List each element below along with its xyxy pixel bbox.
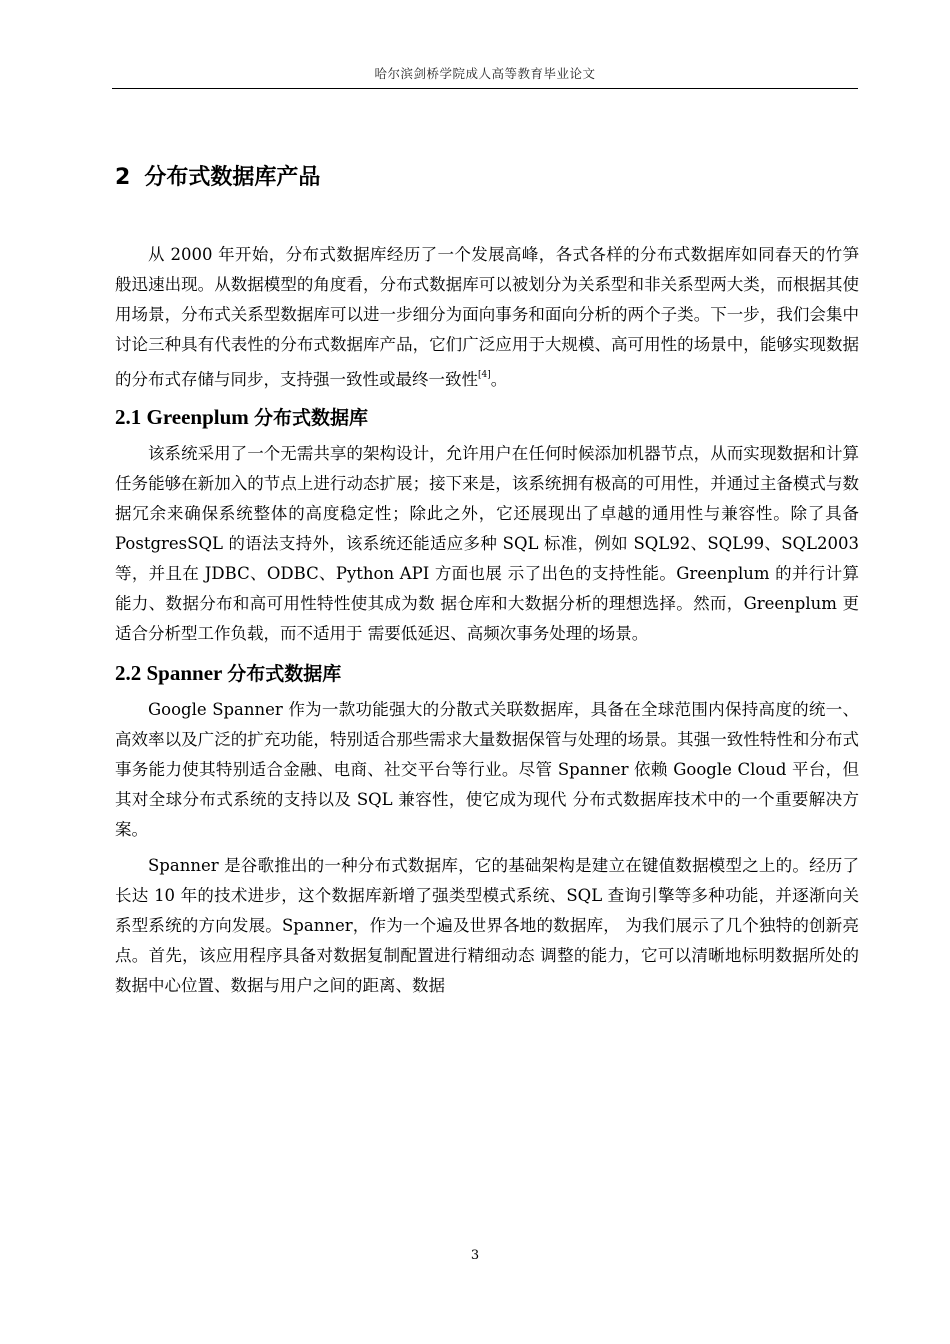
spanner-paragraph-1: Google Spanner 作为一款功能强大的分散式关联数据库，具备在全球范围内保持高度的统一、高效率以及广泛的扩充功能，特别适合那些需求大量数据保管与处理的场景。其强一致性特性和分布式事务能力使其特别适合金融、电商、社交平台等行业。尽管 Spanner 依赖 Google Cloud 平台，但其对全球分布式系统的支持以及 SQL 兼容性，使它成为现代 分布式数据库技术中的一个重要解决方案。 — [115, 700, 859, 839]
greenplum-number: 2.1 Greenplum — [115, 405, 249, 429]
section-heading — [115, 160, 859, 196]
intro-text: 从 2000 年开始，分布式数据库经历了一个发展高峰，各式各样的分布式数据库如同春天的竹笋般迅速出现。从数据模型的角度看，分布式数据库可以被划分为关系型和非关系型两大类，而根据其使用场景，分布式关系型数据库可以进一步细分为面向事务和面向分析的两个子类。下一步，我们会集中讨论三种具有代表性的分布式数据库产品，它们广泛应用于大规模、高可用性的场景中，能够实现数据的分布式存储与同步，支持强一致性或最终一致性 — [115, 245, 859, 389]
subsection-heading-greenplum — [115, 399, 859, 435]
greenplum-paragraph: 该系统采用了一个无需共享的架构设计，允许用户在任何时候添加机器节点，从而实现数据和计算任务能够在新加入的节点上进行动态扩展；接下来是，该系统拥有极高的可用性，并通过主备模式与数据冗余来确保系统整体的高度稳定性；除此之外，它还展现出了卓越的通用性与兼容性。除了具备 PostgresSQL 的语法支持外，该系统还能适应多种 SQL 标准，例如 SQL92、SQL99、SQL2003 等，并且在 JDBC、ODBC、Python API 方面也展 示了出色的支持性能。Greenplum 的并行计算能力、数据分布和高可用性特性使其成为数 据仓库和大数据分析的理想选择。然而，Greenplum 更适合分析型工作负载，而不适用于 需要低延迟、高频次事务处理的场景。 — [115, 444, 859, 643]
page-number: 3 — [470, 1248, 480, 1263]
citation-marker: [4] — [478, 370, 491, 380]
intro-paragraph — [115, 240, 859, 395]
spanner-paragraph-2: Spanner 是谷歌推出的一种分布式数据库，它的基础架构是建立在键值数据模型之上的。经历了长达 10 年的技术进步，这个数据库新增了强类型模式系统、SQL 查询引擎等多种功能，并逐渐向关系型系统的方向发展。Spanner，作为一个遍及世界各地的数据库， 为我们展示了几个独特的创新亮点。首先，该应用程序具备对数据复制配置进行精细动态 调整的能力，它可以清晰地标明数据所处的数据中心位置、数据与用户之间的距离、数据 — [115, 856, 859, 995]
spanner-title: 分布式数据库 — [227, 663, 342, 685]
greenplum-title: 分布式数据库 — [254, 407, 369, 429]
running-header: 哈尔滨剑桥学院成人高等教育毕业论文 — [374, 66, 596, 81]
page-body — [115, 150, 859, 1001]
header-rule — [112, 88, 858, 89]
spanner-number: 2.2 Spanner — [115, 661, 222, 685]
section-title: 分布式数据库产品 — [144, 165, 321, 190]
subsection-heading-spanner — [115, 655, 859, 691]
section-number: 2 — [115, 165, 131, 190]
intro-end: 。 — [490, 370, 508, 389]
